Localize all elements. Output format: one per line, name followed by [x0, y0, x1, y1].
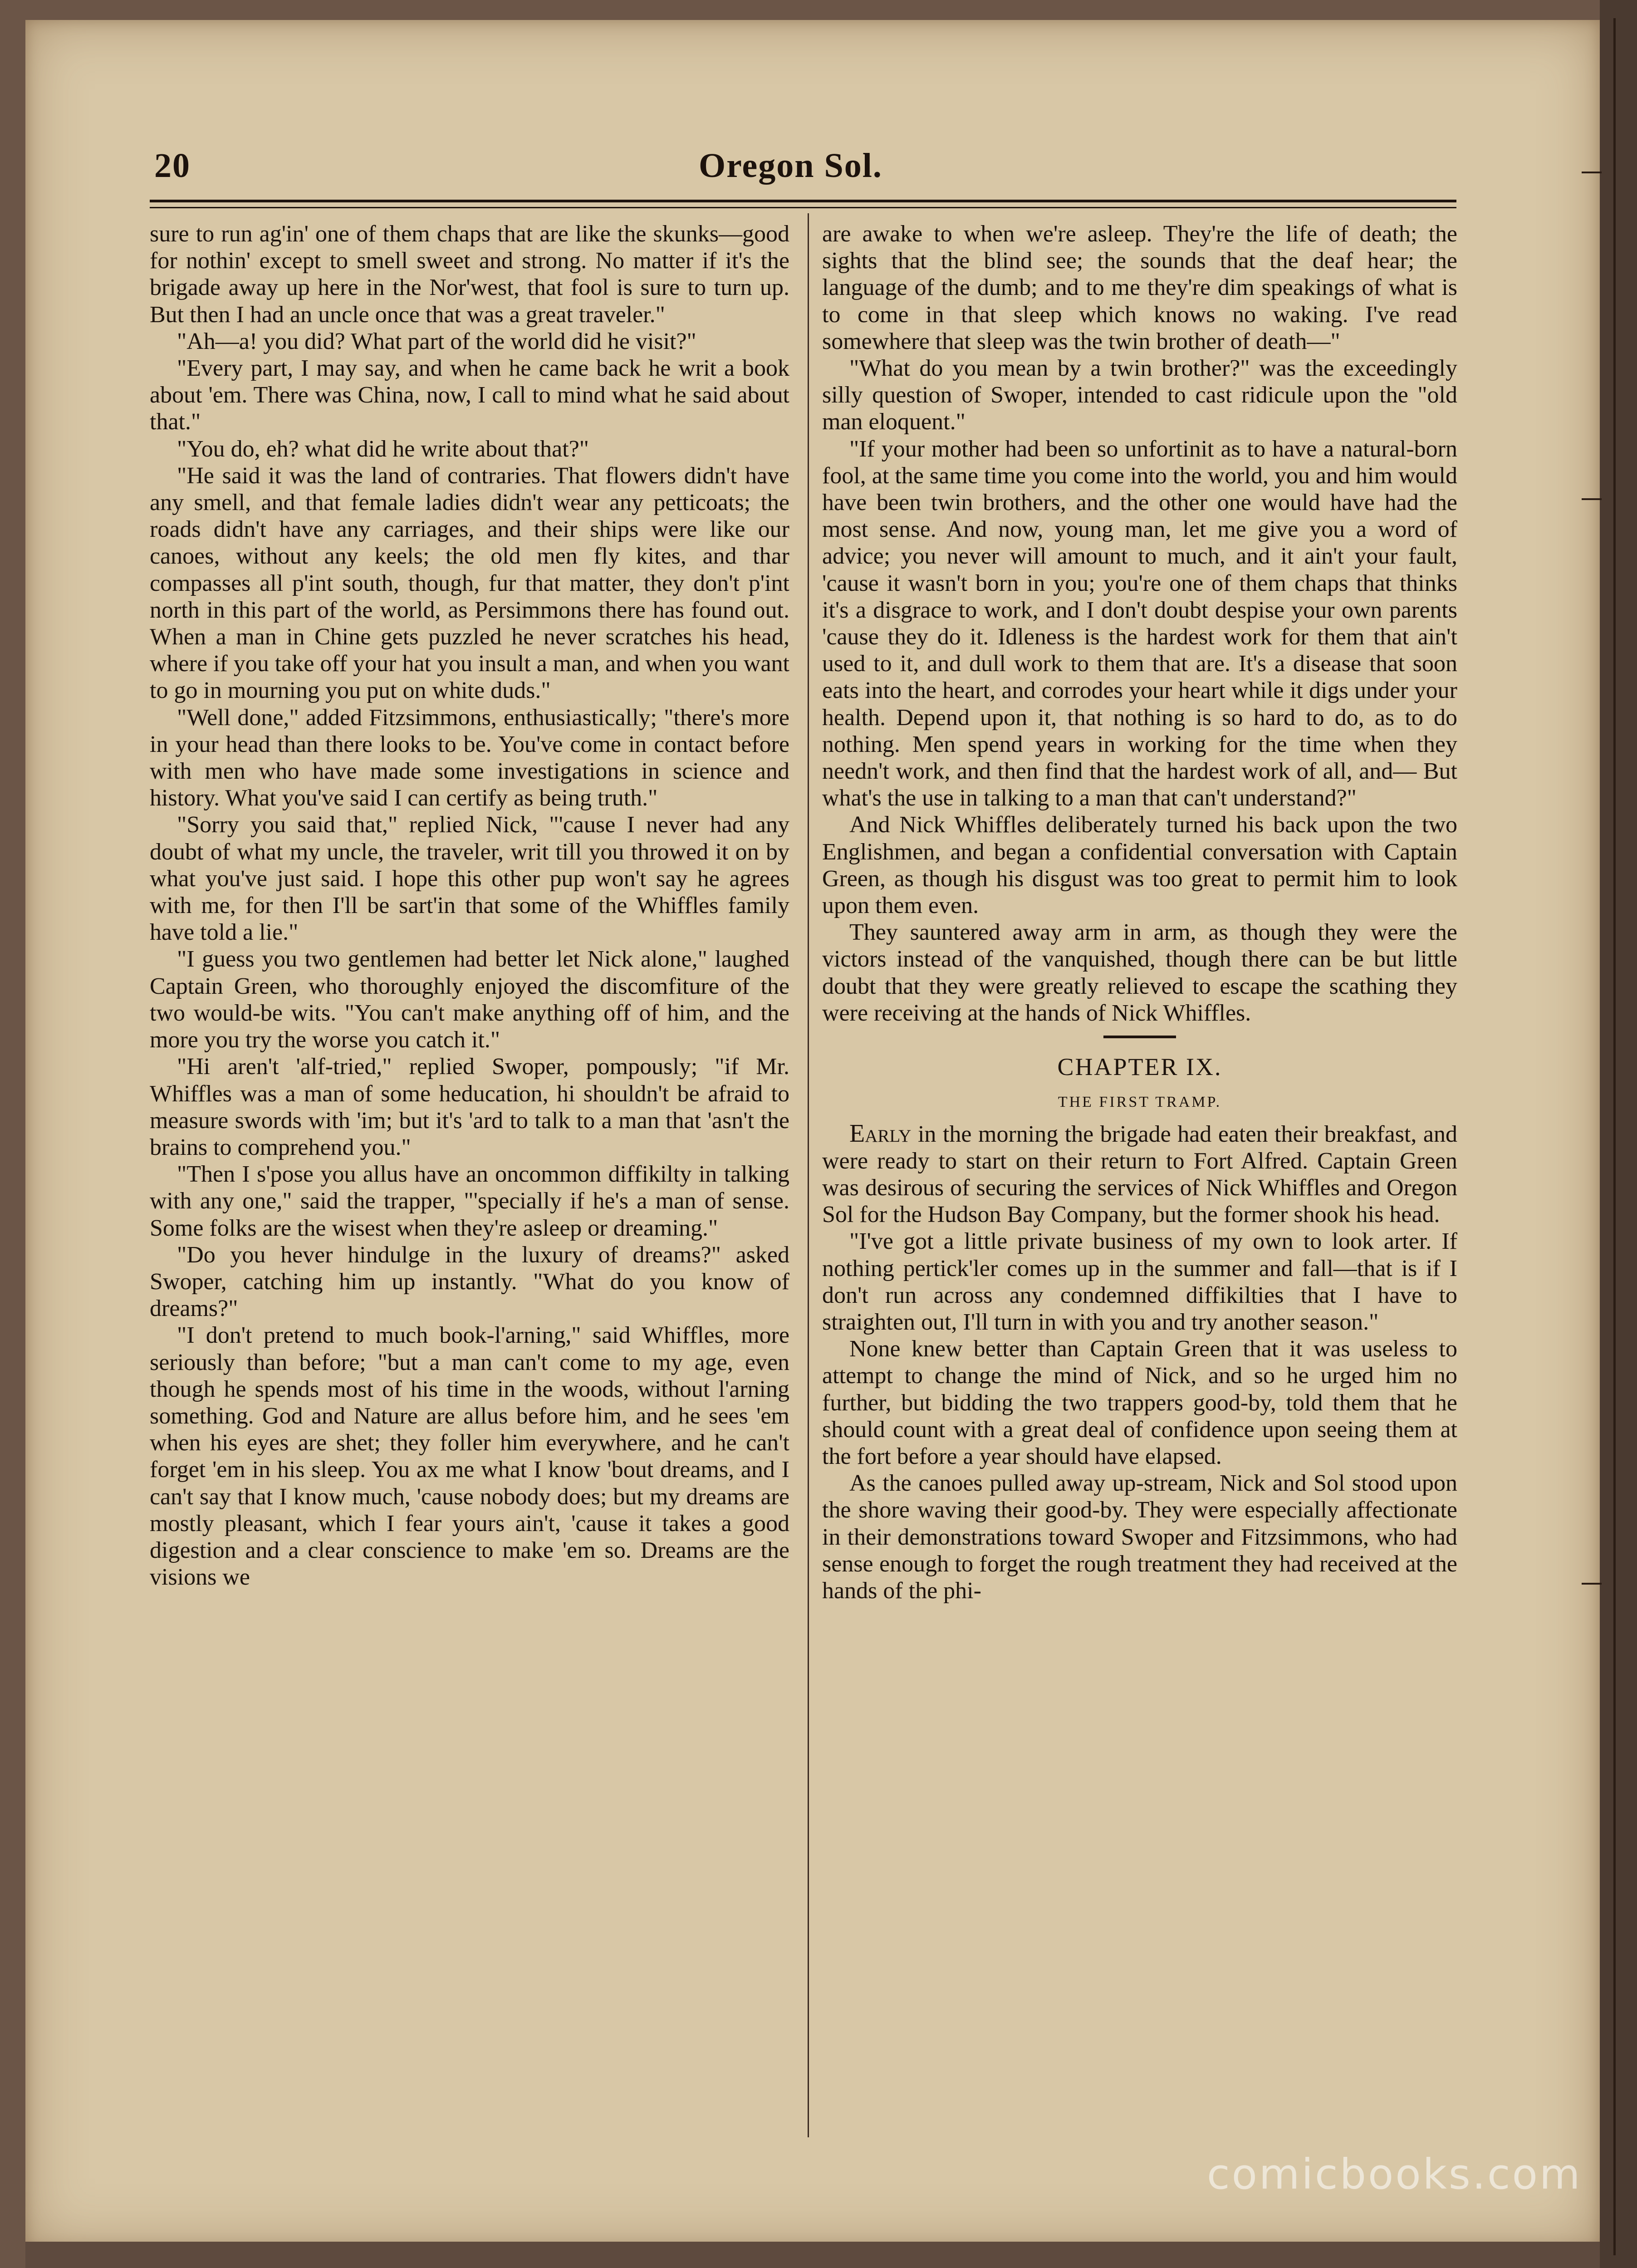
watermark-text: comicbooks.com: [1207, 2150, 1582, 2199]
paragraph: "What do you mean by a twin brother?" was the exceedingly silly question of Swoper, intended to cast ridicule upon the "old man eloquent.": [822, 355, 1457, 435]
paragraph: sure to run ag'in' one of them chaps that are like the skunks—good for nothin' except to smell sweet and strong. No matter if it's the brigade away up here in the Nor'west, that fool is sure to turn up. But then I had an uncle once that was a great traveler.": [150, 221, 789, 328]
header-rule: [150, 200, 1456, 202]
paragraph: are awake to when we're asleep. They're the life of death; the sights that the blind see; the sounds that the deaf hear; the language of the dumb; and to me they're dim speakings of what is to come in that sleep which knows no waking. I've read somewhere that sleep was the twin brother of death—": [822, 221, 1457, 354]
binding-edge-line: [1613, 18, 1616, 2255]
paragraph: They sauntered away arm in arm, as though they were the victors instead of the vanquished, though there can be but little doubt that they were greatly relieved to escape the scathing they were receiving at the hands of Nick Whiffles.: [822, 919, 1457, 1026]
page-number: 20: [154, 147, 191, 185]
paragraph: "If your mother had been so unfortinit as to have a natural-born fool, at the same time you come into the world, you and him would have been twin brothers, and the other one would have had the most sense. And now, young man, let me give you a word of advice; you never will amount to much, and it ain't your fault, 'cause it wasn't born in you; you're one of them chaps that thinks it's a disgrace to work, and I don't doubt despise your own parents 'cause they do it. Idleness is the hardest work for them that ain't used to it, and dull work to them that are. It's a disease that soon eats into the heart, and corrodes your heart while it digs under your health. Depend upon it, that nothing is so hard to do, as to do nothing. Men spend years in working for the time when they needn't work, and then find that the hardest work of all, and— But what's the use in talking to a man that can't understand?": [822, 436, 1457, 811]
paragraph: "Hi aren't 'alf-tried," replied Swoper, pompously; "if Mr. Whiffles was a man of some heducation, hi shouldn't be afraid to measure swords with 'im; but it's 'ard to talk to a man that 'asn't the brains to comprehend you.": [150, 1054, 789, 1160]
margin-tick-mark: [1582, 498, 1602, 500]
paragraph: "You do, eh? what did he write about that?": [177, 436, 589, 462]
chapter-title: CHAPTER IX.: [1057, 1053, 1222, 1081]
chapter-separator-rule: [1103, 1036, 1176, 1038]
paragraph: "I've got a little private business of my own to look arter. If nothing pertick'ler comes up in the summer and fall—that is if I don't run across any condemned diffikilties that I have to straighten out, I'll turn in with you and try another season.": [822, 1228, 1457, 1335]
paragraph: "Sorry you said that," replied Nick, "'cause I never had any doubt of what my uncle, the traveler, writ till you throwed it on by what you've just said. I hope this other pup won't say he agrees with me, for then I'll be sart'in that some of the Whiffles family have told a lie.": [150, 812, 789, 946]
drop-word: Early: [849, 1119, 912, 1148]
chapter-subtitle: THE FIRST TRAMP.: [1058, 1094, 1222, 1111]
column-divider: [808, 213, 809, 2137]
paragraph-text: in the morning the brigade had eaten their breakfast, and were ready to start on their return to Fort Alfred. Captain Green was desirous of securing the services of Nick Whiffles and Oregon Sol for the Hudson Bay Company, but the former shook his head.: [822, 1121, 1457, 1228]
paragraph: "He said it was the land of contraries. That flowers didn't have any smell, and that female ladies didn't wear any petticoats; the roads didn't have any carriages, and their ships were like our canoes, without any keels; the old men fly kites, and thar compasses all p'int south, though, fur that matter, they don't p'int north in this part of the world, as Persimmons there has found out. When a man in Chine gets puzzled he never scratches his head, where if you take off your hat you insult a man, and when you want to go in mourning you put on white duds.": [150, 462, 789, 704]
paragraph: And Nick Whiffles deliberately turned his back upon the two Englishmen, and began a confidential conversation with Captain Green, as though his disgust was too great to permit him to look upon them even.: [822, 812, 1457, 919]
paragraph: As the canoes pulled away up-stream, Nick and Sol stood upon the shore waving their good-by. They were especially affectionate in their demonstrations toward Swoper and Fitzsimmons, who had sense enough to forget the rough treatment they had received at the hands of the phi-: [822, 1470, 1457, 1604]
paragraph: None knew better than Captain Green that it was useless to attempt to change the mind of Nick, and so he urged him no further, but bidding the two trappers good-by, told them that he should count with a great deal of confidence upon seeing them at the fort before a year should have elapsed.: [822, 1336, 1457, 1469]
header-rule-thin: [150, 207, 1456, 208]
paragraph: "Do you hever hindulge in the luxury of dreams?" asked Swoper, catching him up instantly. "What do you know of dreams?": [150, 1242, 789, 1322]
left-text-column: [150, 221, 789, 1591]
margin-tick-mark: [1582, 1583, 1602, 1585]
paragraph: "Then I s'pose you allus have an oncommon diffikilty in talking with any one," said the trapper, "'specially if he's a man of sense. Some folks are the wisest when they're asleep or dreaming.": [150, 1161, 789, 1241]
paragraph: "I guess you two gentlemen had better let Nick alone," laughed Captain Green, who thoroughly enjoyed the discomfiture of the two would-be wits. "You can't make anything off of him, and the more you try the worse you catch it.": [150, 946, 789, 1053]
paragraph: "Every part, I may say, and when he came back he writ a book about 'em. There was China, now, I call to mind what he said about that.": [150, 355, 789, 435]
right-text-column: [822, 221, 1457, 1604]
margin-tick-mark: [1582, 172, 1602, 173]
page-bottom-shadow: [25, 2242, 1600, 2268]
paragraph: "Well done," added Fitzsimmons, enthusiastically; "there's more in your head than there looks to be. You've come in contact before with men who have made some investigations in science and history. What you've said I can certify as being truth.": [150, 704, 789, 811]
paragraph: "I don't pretend to much book-l'arning," said Whiffles, more seriously than before; "but a man can't come to my age, even though he spends most of his time in the woods, without l'arning something. God and Nature are allus before him, and he sees 'em when his eyes are shet; they foller him everywhere, and he can't forget 'em in his sleep. You ax me what I know 'bout dreams, and I can't say that I know much, 'cause nobody does; but my dreams are mostly pleasant, which I fear yours ain't, 'cause it takes a good digestion and a clear conscience to make 'em so. Dreams are the visions we: [150, 1322, 789, 1591]
running-head-title: Oregon Sol.: [699, 147, 882, 185]
adjacent-page-edge: [1600, 0, 1637, 2268]
chapter-opening-paragraph: [822, 1120, 1457, 1228]
paragraph: "Ah—a! you did? What part of the world did he visit?": [177, 328, 696, 354]
